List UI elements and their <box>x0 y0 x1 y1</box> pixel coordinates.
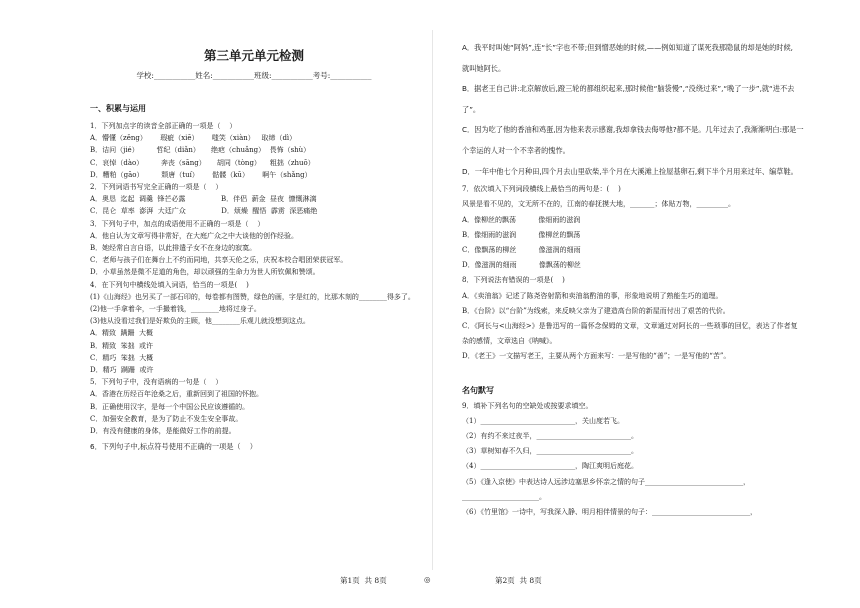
option-line: B．据老王自己讲:北京解放后,蹬三轮的都组织起来,那时候他“脑袋慢”,“没绕过来”,“晚了一步”,就“进不去 <box>462 84 795 94</box>
right-question-block <box>462 182 820 364</box>
question-line: 杂的感情，文章选自《呐喊》。 <box>462 337 557 346</box>
question-line: 8．下列说法有错误的一项是( ) <box>462 276 565 285</box>
question-line: B．《台阶》以“台阶”为线索，来反映父亲为了建造高台阶的新屋而付出了艰苦的代价。 <box>462 306 730 315</box>
question-line: （2）有约不来过夜半，___________________________。 <box>462 432 638 440</box>
option-line: A．我平时叫她“阿妈”,连“长”字也不带;但到憎恶她的时候,——例如知道了谋死我那隐鼠的却是她的时候, <box>462 43 793 52</box>
question-line: D．像滋润的细雨 像飘荡的柳丝 <box>462 261 581 270</box>
question-line: C．哀悼（dào） 奔丧（sāng） 胡同（tòng） 粗拙（zhuō） <box>90 158 315 167</box>
question-line: C．加强安全教育，是为了防止不发生安全事故。 <box>90 414 243 423</box>
section-heading-accumulation: 一、积累与运用 <box>90 104 146 113</box>
left-question-block <box>90 120 418 453</box>
question-line: 风景是看不见的，文无所不在的，江南的春抚摸大地，_______；体贴万物，_________。 <box>462 200 735 209</box>
exam-title: 第三单元单元检测 <box>203 48 304 63</box>
question-line: （6）《竹里馆》一诗中，写我深入静、明月相伴情景的句子：____________________________， <box>462 508 757 517</box>
question-line: A．他自认为文章写得非常好，在大庭广众之中大谈他的创作经验。 <box>90 231 299 240</box>
question-line: （3）草树知春不久归，___________________________。 <box>462 447 638 456</box>
question-line: D．小草虽然是微不足道的角色，却以顽强的生命力为世人所钦佩和赞颂。 <box>90 268 320 277</box>
question-line: B．她经常自言自语，以此排遣子女不在身边的寂寞。 <box>90 244 257 253</box>
option-line: 就叫她阿长。 <box>462 63 506 73</box>
question-line: B．诘问（jié） 哲纪（diǎn） 绝疤（chuǎng） 畏怖（shù） <box>90 146 311 155</box>
question-line: B．像细雨的滋润 像柳丝的飘荡 <box>462 230 581 239</box>
page-number-right: 第2页 共 8页 <box>495 576 542 585</box>
question-line: C．像飘荡的柳丝 像滋润的细雨 <box>462 245 581 254</box>
question-line: 1．下列加点字的读音全部正确的一项是（ ） <box>90 122 237 130</box>
question-line: B．正确使用汉字，是每一个中国公民应该遵循的。 <box>90 402 250 411</box>
option-line: C．因为吃了他的香油和鸡蛋,因为他来表示感谢,我却拿钱去侮辱他?都不是。几年过去了,我渐渐明白:那是一 <box>462 125 804 135</box>
question-line: A．《卖油翁》记述了陈尧咨射箭和卖油翁酌油的事，形象地说明了熟能生巧的道理。 <box>462 291 723 300</box>
question-line: D．精巧 蹒跚 或许 <box>90 366 154 375</box>
option-line: D．一年中他七个月种田,四个月去山里砍柴,半个月在大溪滩上捡屋基卵石,剩下半个月用来过年、编草鞋。 <box>462 166 798 176</box>
question-line: 2．下列词语书写完全正确的一项是（ ） <box>90 183 223 192</box>
question-line: D．《老王》一文描写老王，主要从两个方面来写：一是写他的“善”；一是写他的“苦”。 <box>462 352 731 361</box>
student-info-line: 学校:___________姓名:___________班级:___________考号:___________ <box>136 71 372 80</box>
question-line: （5）《逢入京使》中表达诗人远涉边塞思乡怀亲之情的句子____________________________， <box>462 477 750 486</box>
question-line: D．糟粕（gāo） 颓唐（tuí） 骷髅（kū） 啊午（shǎng） <box>90 170 312 179</box>
question-line: 9．填补下列名句的空缺处或按要求填空。 <box>462 401 593 410</box>
question-line: A．奥恳 迄起 调羹 锋芒必露 B．伴侣 薪金 昼夜 慷慨淋漓 <box>90 195 317 204</box>
question-line: （1）___________________________，关山度若飞。 <box>462 416 624 425</box>
question-line: A．像柳丝的飘荡 像细雨的滋润 <box>462 215 581 224</box>
question-line: 6．下列句子中,标点符号使用不正确的一项是（ ） <box>90 442 257 452</box>
center-mark-icon: ◎ <box>424 575 431 584</box>
section-heading-quotes: 名句默写 <box>462 385 494 395</box>
question-line: C．《阿长与<山海经>》是鲁迅写的一篇怀念保姆的文章，文章通过对阿长的一些琐事的回忆，表达了作者复 <box>462 321 798 330</box>
left-page <box>0 0 432 578</box>
option-line: 个幸运的人对一个不幸者的愧怍。 <box>462 145 570 155</box>
question-line: B．精致 笨拙 或许 <box>90 341 154 350</box>
question-line: ______________________。 <box>462 492 546 501</box>
option-line: 了”。 <box>462 104 481 114</box>
right-option-block <box>462 38 820 182</box>
quote-fill-block <box>462 399 820 521</box>
question-line: A．精致 蹒跚 大概 <box>90 329 153 338</box>
question-line: 5．下列句子中，没有语病的一句是（ ） <box>90 378 223 387</box>
page-number-left: 第1页 共 8页 <box>340 576 387 585</box>
question-line: C．精巧 笨拙 大概 <box>90 353 154 362</box>
question-line: (2)他一手拿着伞，一手撮着钱，________地将过身子。 <box>90 305 261 314</box>
question-line: （4）___________________________，陶江爽明后庭花。 <box>462 462 638 471</box>
right-page <box>432 0 860 578</box>
question-line: C．昆仑 草率 澎湃 大廷广众 D．烦燥 醒悟 霹雳 深恶痛绝 <box>90 207 318 216</box>
question-line: C．老师与孩子们在舞台上不约而同地，共享天伦之乐，庆祝本校合唱团荣获冠军。 <box>90 256 348 265</box>
question-line: 7．依次填入下列词段横线上最恰当的两句是：( ) <box>462 185 621 194</box>
question-line: (1)《山海经》也另买了一部石印的，每卷都有图赞，绿色的画，字是红的，比那木刻的________得多了。 <box>90 292 415 301</box>
question-line: A．懵懂（zěng） 瑕疵（xiē） 嗤笑（xiàn） 取缔（dì） <box>90 134 297 143</box>
question-line: D．有没有健康的身体，是能做好工作的前提。 <box>90 427 236 436</box>
question-line: (3)他从没看过我们是好欺负的主顾，他________乐观儿就没想到这点。 <box>90 317 310 326</box>
question-line: 3．下列句子中，加点的成语使用不正确的一项是（ ） <box>90 219 265 228</box>
question-line: A．香港在历经百年沧桑之后，重新回到了祖国的怀抱。 <box>90 390 264 399</box>
question-line: 4．在下列句中横线处填入词语，恰当的一项是( ) <box>90 280 249 289</box>
spacer <box>462 365 820 379</box>
